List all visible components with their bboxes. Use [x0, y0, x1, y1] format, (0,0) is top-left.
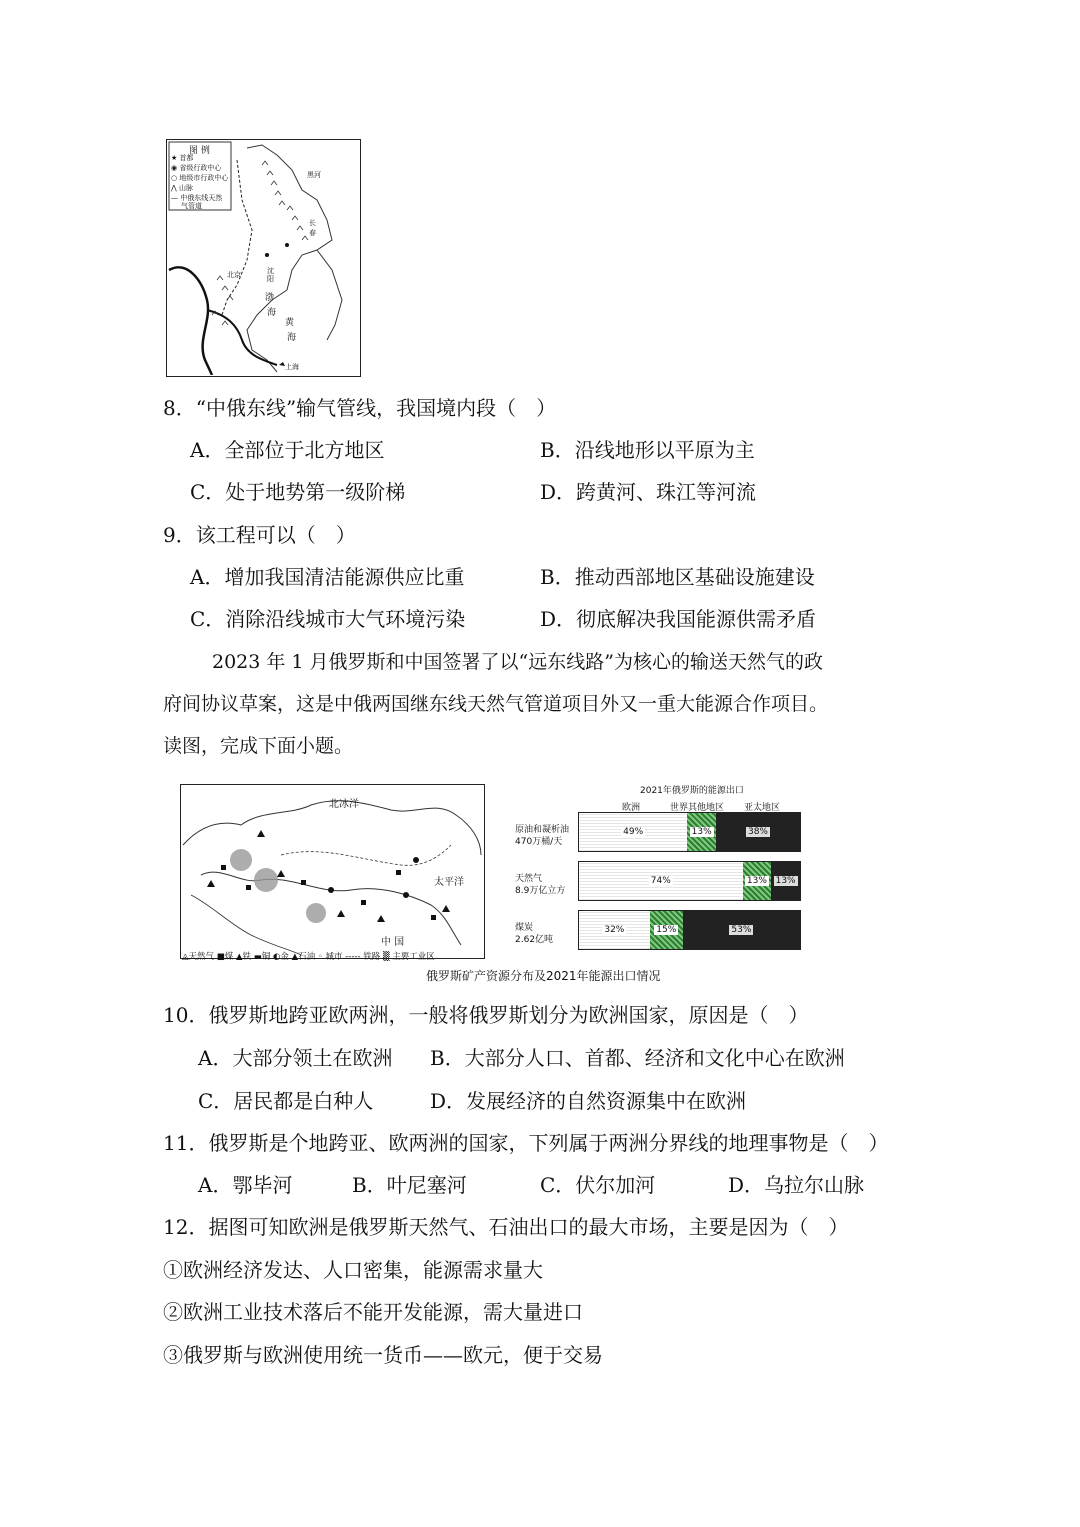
- question-10-option-d: D．发展经济的自然资源集中在欧洲: [430, 1089, 747, 1113]
- chart-row-label: 原油和凝析油: [515, 825, 570, 835]
- question-8-stem: 8．“中俄东线”输气管线，我国境内段（ ）: [163, 396, 557, 420]
- legend-item: ★ 首都: [171, 154, 194, 162]
- russia-map-drawing: [181, 785, 483, 957]
- chart-data-label: 15%: [656, 925, 677, 935]
- chart-data-label: 13%: [746, 876, 767, 886]
- chart-row-sublabel: 8.9万亿立方: [515, 886, 566, 896]
- legend-item: 气管道: [181, 202, 202, 210]
- map-label: 黄: [285, 318, 295, 328]
- passage-line: 读图，完成下面小题。: [163, 735, 354, 757]
- legend-item: ○ 地级市行政中心: [171, 174, 229, 182]
- chart-data-label: 49%: [623, 827, 644, 837]
- question-11-option-a: A．鄂毕河: [198, 1173, 293, 1197]
- map-label: 阳: [267, 275, 274, 283]
- question-8-option-a: A．全部位于北方地区: [190, 438, 385, 462]
- map-label: 北京: [227, 271, 241, 279]
- chart-bar-world: [650, 911, 683, 949]
- figure-caption: 俄罗斯矿产资源分布及2021年能源出口情况: [426, 969, 661, 983]
- question-12-stem: 12．据图可知欧洲是俄罗斯天然气、石油出口的最大市场，主要是因为（ ）: [163, 1215, 849, 1239]
- chart-bar-asia: [771, 862, 800, 900]
- map-label: 春: [309, 229, 316, 237]
- china-label: 中 国: [381, 937, 405, 948]
- question-10-option-c: C．居民都是白种人: [198, 1089, 374, 1113]
- chart-title: 2021年俄罗斯的能源出口: [640, 786, 744, 796]
- chart-bar-europe: [579, 862, 743, 900]
- arctic-ocean-label: 北冰洋: [329, 799, 359, 810]
- russia-map-legend: ◬天然气 ■煤 ▲铁 ▬铜 ◐金 ▲石油 ◦ 城市 ----- 铁路 ▒ 主要工业区: [182, 952, 435, 962]
- legend-title: 图 例: [189, 146, 210, 156]
- chart-row-sublabel: 470万桶/天: [515, 837, 563, 847]
- chart-row-label: 天然气: [515, 874, 543, 884]
- chart-data-label: 13%: [691, 827, 712, 837]
- passage-line: 府间协议草案，这是中俄两国继东线天然气管道项目外又一重大能源合作项目。: [163, 693, 829, 715]
- map-label: 海: [287, 333, 297, 343]
- chart-row-label: 煤炭: [515, 923, 534, 933]
- column-header-europe: 欧洲: [622, 803, 641, 813]
- chart-data-label: 13%: [775, 876, 796, 886]
- pipeline-map: [166, 139, 361, 377]
- column-header-asia: 亚太地区: [744, 803, 781, 813]
- question-11-option-d: D．乌拉尔山脉: [728, 1173, 865, 1197]
- question-11-option-b: B．叶尼塞河: [352, 1173, 467, 1197]
- question-12-statement-3: ③俄罗斯与欧洲使用统一货币——欧元，便于交易: [163, 1343, 603, 1367]
- question-11-stem: 11．俄罗斯是个地跨亚、欧两洲的国家，下列属于两洲分界线的地理事物是（ ）: [163, 1131, 889, 1155]
- question-10-stem: 10．俄罗斯地跨亚欧两洲，一般将俄罗斯划分为欧洲国家，原因是（ ）: [163, 1003, 809, 1027]
- map-label: 海: [267, 308, 277, 318]
- column-header-world: 世界其他地区: [670, 803, 725, 813]
- map-label: 黑河: [307, 171, 321, 179]
- chart-bar-asia: [716, 813, 800, 851]
- legend-item: ⋀ 山脉: [171, 184, 193, 192]
- russia-resource-map: [180, 784, 485, 959]
- question-9-option-a: A．增加我国清洁能源供应比重: [190, 565, 465, 589]
- chart-bar-row: [578, 861, 801, 901]
- question-9-stem: 9．该工程可以（ ）: [163, 523, 356, 547]
- question-8-option-b: B．沿线地形以平原为主: [540, 438, 755, 462]
- map-label: 上海: [285, 363, 299, 371]
- chart-bar-world: [687, 813, 716, 851]
- map-label: 沈: [267, 267, 274, 275]
- question-9-option-c: C．消除沿线城市大气环境污染: [190, 607, 466, 631]
- chart-bar-row: [578, 812, 801, 852]
- question-12-statement-1: ①欧洲经济发达、人口密集，能源需求量大: [163, 1258, 543, 1282]
- question-9-option-d: D．彻底解决我国能源供需矛盾: [540, 607, 817, 631]
- chart-data-label: 53%: [731, 925, 752, 935]
- question-9-option-b: B．推动西部地区基础设施建设: [540, 565, 815, 589]
- chart-data-label: 74%: [650, 876, 671, 886]
- chart-bar-row: [578, 910, 801, 950]
- legend-item: ◉ 省级行政中心: [171, 164, 222, 172]
- question-10-option-b: B．大部分人口、首都、经济和文化中心在欧洲: [430, 1046, 845, 1070]
- question-10-option-a: A．大部分领土在欧洲: [198, 1046, 393, 1070]
- chart-data-label: 32%: [604, 925, 625, 935]
- map-label: 渤: [265, 293, 275, 303]
- pacific-ocean-label: 太平洋: [434, 877, 464, 888]
- chart-data-label: 38%: [747, 827, 768, 837]
- chart-bar-asia: [683, 911, 800, 949]
- passage-line: 2023 年 1 月俄罗斯和中国签署了以“远东线路”为核心的输送天然气的政: [212, 651, 823, 673]
- chart-row-sublabel: 2.62亿吨: [515, 935, 554, 945]
- legend-item: — 中俄东线天然: [171, 194, 223, 202]
- question-8-option-d: D．跨黄河、珠江等河流: [540, 480, 757, 504]
- chart-bar-world: [743, 862, 772, 900]
- chart-bar-europe: [579, 911, 650, 949]
- chart-bar-europe: [579, 813, 687, 851]
- question-12-statement-2: ②欧洲工业技术落后不能开发能源，需大量进口: [163, 1300, 583, 1324]
- question-8-option-c: C．处于地势第一级阶梯: [190, 480, 406, 504]
- map-label: 长: [309, 219, 316, 227]
- question-11-option-c: C．伏尔加河: [540, 1173, 656, 1197]
